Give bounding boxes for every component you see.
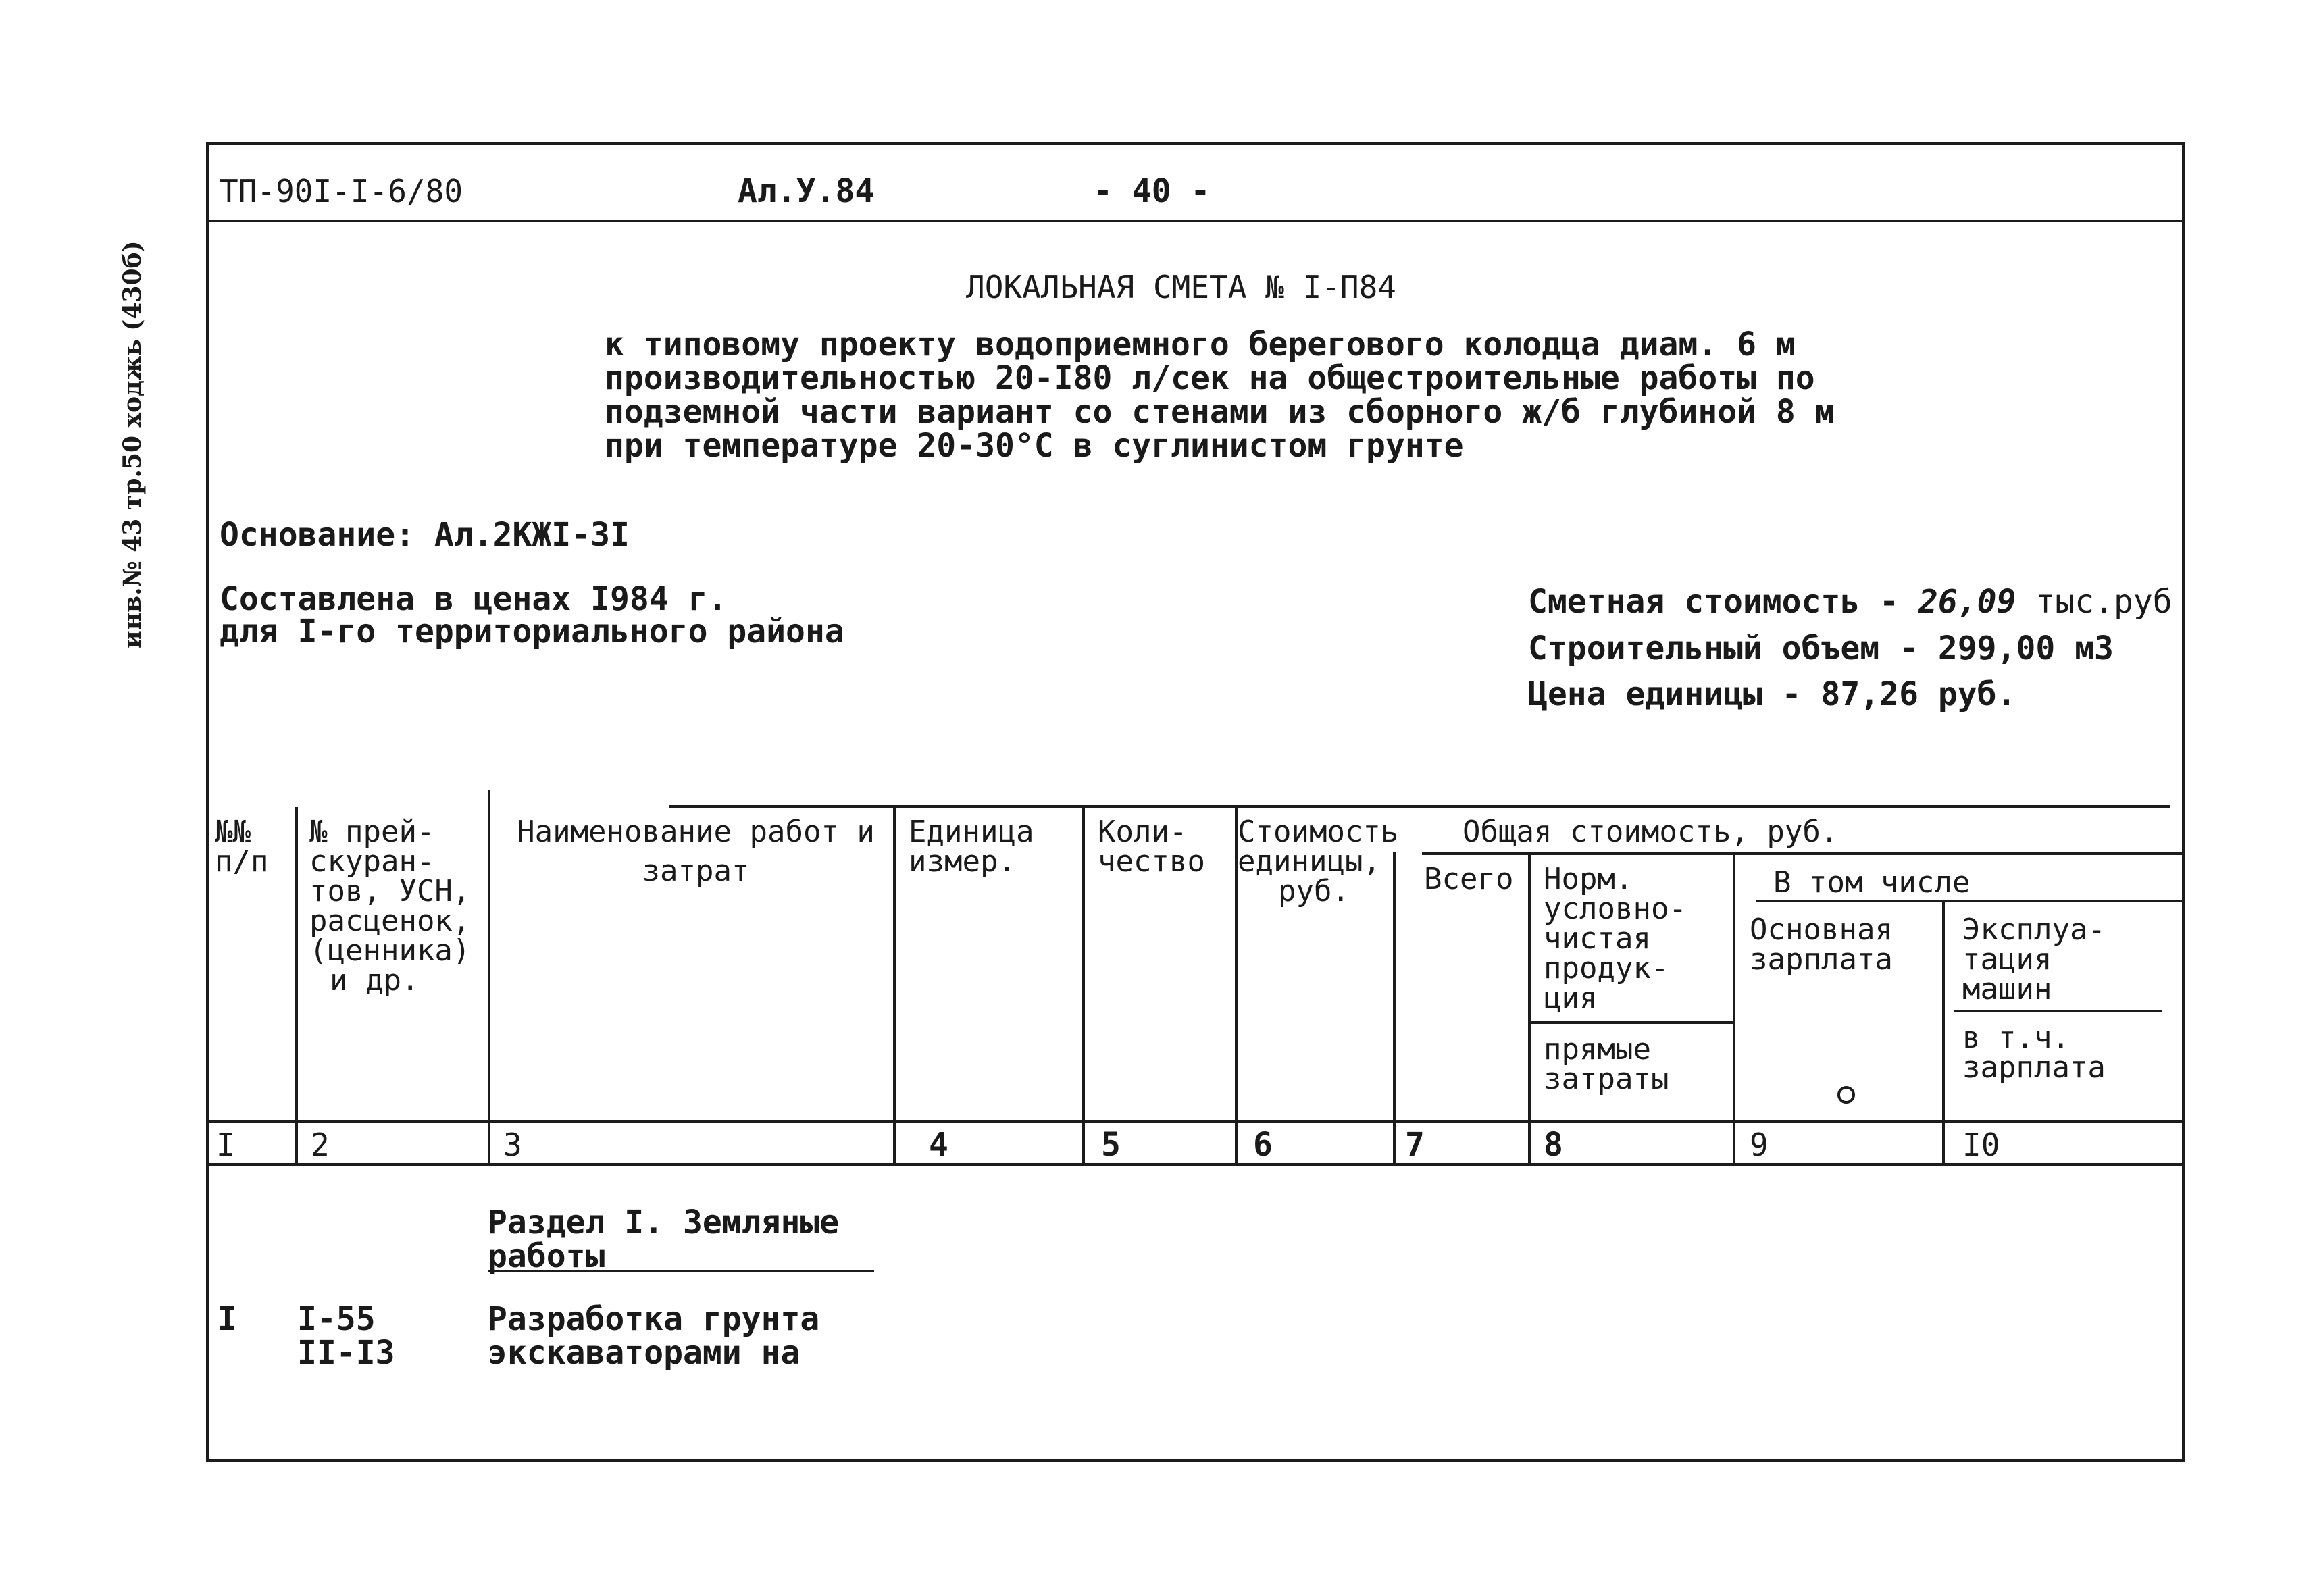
col-number-6: 6 — [1253, 1126, 1273, 1164]
col10-divider — [1954, 1010, 2162, 1012]
col2-header-line: (ценника) — [309, 933, 471, 968]
col-divider-4 — [1082, 807, 1085, 1163]
col-number-2: 2 — [311, 1127, 330, 1163]
circle-mark — [1837, 1086, 1855, 1104]
col2-header-line: и др. — [330, 963, 420, 998]
col6-header-line: единицы, — [1238, 844, 1381, 879]
section-title-line: Раздел I. Земляные — [488, 1204, 840, 1241]
numbers-bottom-line — [206, 1163, 2185, 1166]
col-number-1: I — [216, 1127, 235, 1163]
title-line-1: к типовому проекту водоприемного берегового колодца диам. 6 м — [605, 326, 1796, 363]
col-divider-8 — [1733, 852, 1735, 1163]
col-divider-9 — [1942, 900, 1945, 1163]
col6-header — [1238, 817, 1398, 906]
col-divider-7 — [1528, 852, 1531, 1163]
section-title-underline — [488, 1270, 874, 1272]
basis-text: Основание: Ал.2КЖI-3I — [220, 516, 630, 554]
col10-header — [1962, 912, 2106, 1006]
col-divider-1 — [295, 807, 298, 1163]
col6-header-line: Стоимость — [1238, 815, 1399, 849]
col8-header-line: Норм. — [1544, 862, 1633, 896]
section-title-line: работы — [488, 1237, 605, 1275]
col-number-5: 5 — [1101, 1126, 1121, 1164]
col8-header-line: ция — [1544, 981, 1598, 1015]
col6-header-line: руб. — [1278, 874, 1350, 908]
row-name-line: Разработка грунта — [488, 1300, 820, 1338]
col3-header — [503, 817, 888, 886]
col7-header: Всего — [1424, 862, 1514, 896]
incl-header: В том числе — [1773, 865, 1971, 900]
col2-header-line: расценок, — [309, 904, 471, 938]
col10-header-line: машин — [1962, 972, 2052, 1006]
row-code: I-55 — [297, 1300, 376, 1338]
header-divider — [206, 220, 2185, 222]
estimated-cost-value: 26,09 — [1918, 583, 2016, 621]
header-bottom-line — [206, 1120, 2185, 1123]
col5-header — [1098, 817, 1205, 877]
col1-header-line: п/п — [215, 844, 269, 879]
col4-header-line: измер. — [909, 844, 1016, 879]
col1-header-line: №№ — [215, 815, 251, 849]
col-number-10: I0 — [1962, 1127, 2000, 1163]
col-number-9: 9 — [1750, 1127, 1769, 1163]
construction-volume: Строительный объем - 299,00 м3 — [1528, 629, 2114, 667]
col8b-header-line: прямые — [1544, 1032, 1651, 1066]
col-divider-2 — [488, 790, 490, 1163]
incl-underline — [1756, 900, 2185, 902]
section-title — [488, 1206, 839, 1273]
album-number: Ал.У.84 — [738, 172, 875, 210]
total-cost-underline — [1422, 852, 2185, 855]
col8-header — [1544, 862, 1687, 1015]
col10b-header — [1962, 1023, 2106, 1083]
col5-header-line: Коли- — [1098, 815, 1188, 849]
col1-header — [215, 817, 268, 877]
col8-header-line: чистая — [1544, 921, 1651, 956]
col8-header-line: продук- — [1544, 951, 1669, 985]
row-codes — [297, 1302, 395, 1370]
col9-header-line: Основная — [1750, 912, 1893, 947]
row-code: II-I3 — [297, 1334, 395, 1372]
page-title: ЛОКАЛЬНАЯ СМЕТА № I-П84 — [966, 269, 1396, 305]
prices-line-2: для I-го территориального района — [220, 613, 844, 650]
col5-header-line: чество — [1098, 844, 1205, 879]
prices-line-1: Составлена в ценах I984 г. — [220, 580, 728, 618]
col10-header-line: Эксплуа- — [1962, 912, 2106, 947]
col10b-header-line: в т.ч. — [1962, 1021, 2070, 1055]
col10b-header-line: зарплата — [1962, 1050, 2106, 1085]
col4-header — [909, 817, 1034, 877]
col8b-header — [1544, 1032, 1669, 1096]
col4-header-line: Единица — [909, 815, 1034, 849]
page-number: - 40 - — [1093, 172, 1211, 210]
row-name — [488, 1302, 819, 1370]
estimated-cost-label: Сметная стоимость - — [1528, 583, 1900, 621]
col3-header-line: Наименование работ и — [517, 815, 875, 849]
document-code: ТП-90I-I-6/80 — [220, 173, 463, 209]
row-number: I — [218, 1300, 237, 1338]
col-number-3: 3 — [503, 1127, 522, 1163]
col2-header-line: № прей- — [309, 815, 435, 849]
col-number-8: 8 — [1544, 1126, 1563, 1164]
col8-divider — [1530, 1021, 1734, 1024]
col-number-4: 4 — [929, 1126, 948, 1164]
col2-header-line: тов, УСН, — [309, 874, 471, 908]
col3-header-line: затрат — [642, 854, 750, 888]
col-number-7: 7 — [1405, 1126, 1425, 1164]
unit-price: Цена единицы - 87,26 руб. — [1528, 675, 2016, 713]
col2-header-line: скуран- — [309, 844, 435, 879]
total-cost-header: Общая стоимость, руб. — [1463, 815, 1839, 849]
col-divider-3 — [893, 807, 896, 1163]
title-line-3: подземной части вариант со стенами из сборного ж/б глубиной 8 м — [605, 393, 1835, 431]
col8b-header-line: затраты — [1544, 1062, 1669, 1096]
title-line-2: производительностью 20-I80 л/сек на общестроительные работы по — [605, 359, 1815, 397]
side-note: инв.№ 43 тр.50 ходжь (430б) — [118, 240, 147, 648]
estimated-cost — [1528, 585, 2172, 619]
row-name-line: экскаваторами на — [488, 1334, 800, 1372]
col9-header-line: зарплата — [1750, 942, 1893, 977]
title-line-4: при температуре 20-30°С в суглинистом грунте — [605, 427, 1464, 465]
col10-header-line: тация — [1962, 942, 2052, 977]
estimated-cost-unit: тыс.руб — [2035, 583, 2172, 621]
col8-header-line: условно- — [1544, 892, 1687, 926]
col9-header — [1750, 912, 1893, 977]
col2-header — [309, 817, 470, 996]
